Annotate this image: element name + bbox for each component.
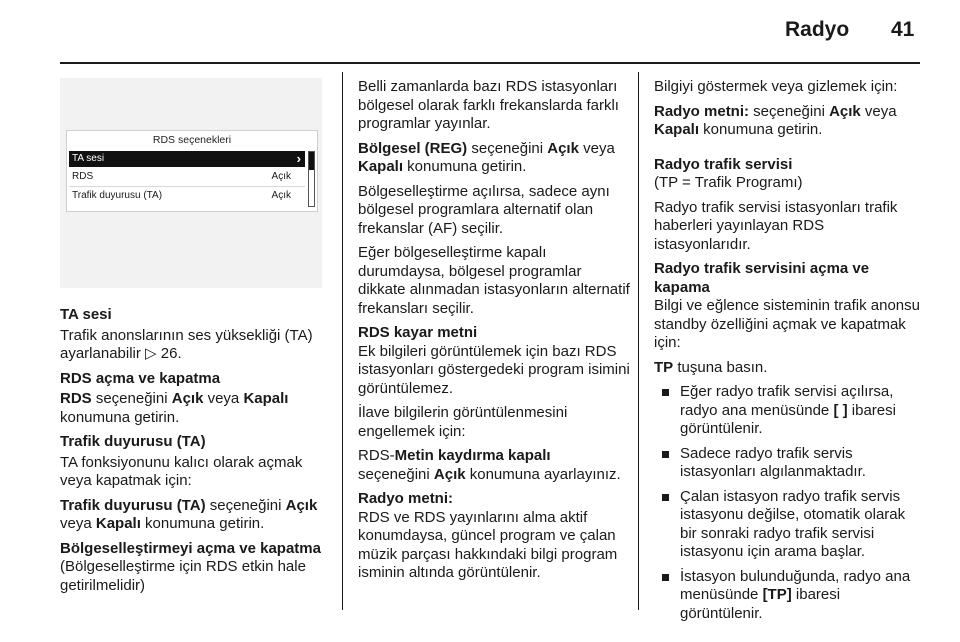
section-heading: Radyo metni:: [358, 490, 454, 507]
paragraph: Bölgesel (REG) seçeneğini Açık veya Kapalı konumuna getirin.: [358, 139, 615, 175]
menu-row-ta-sesi[interactable]: [69, 151, 305, 167]
section-heading: Trafik duyurusu (TA): [60, 433, 206, 450]
bullet-icon: [654, 445, 680, 482]
page-reference: 26.: [160, 345, 182, 362]
list-item: İstasyon bulunduğunda, radyo ana menüsünde [TP] ibaresi görüntülenir.: [654, 568, 922, 624]
rds-options-figure: [60, 78, 322, 288]
header-divider: [60, 62, 920, 64]
bullet-icon: [654, 383, 680, 439]
bullet-icon: [654, 568, 680, 624]
column-divider-2: [638, 72, 639, 610]
menu-row-rds[interactable]: [69, 169, 305, 185]
paragraph: Ek bilgileri görüntülemek için bazı RDS istasyonları göstergedeki program isimini görüntülemez.: [358, 342, 630, 397]
section-heading: Bölgeselleştirmeyi açma ve kapatma: [60, 539, 321, 557]
paragraph: Belli zamanlarda bazı RDS istasyonları bölgesel olarak farklı frekanslarda farklı programlar yayınlar.: [358, 78, 619, 132]
scrollbar-thumb[interactable]: [309, 152, 314, 170]
menu-row-label: TA sesi: [72, 153, 105, 164]
list-item: Çalan istasyon radyo trafik servis istasyonu değilse, otomatik olarak bir sonraki radyo trafik servisi istasyonu için arama başlar.: [654, 488, 922, 562]
list-item: Eğer radyo trafik servisi açılırsa, radyo ana menüsünde [ ] ibaresi görüntülenir.: [654, 383, 922, 439]
section-heading: RDS açma ve kapatma: [60, 369, 221, 387]
chevron-right-icon: ›: [296, 151, 301, 166]
paragraph: RDS-Metin kaydırma kapalı seçeneğini Açık konumuna ayarlayınız.: [358, 447, 621, 483]
paragraph: RDS seçeneğini Açık veya Kapalı konumuna getirin.: [60, 390, 289, 426]
paragraph: Trafik duyurusu (TA) seçeneğini Açık veya Kapalı konumuna getirin.: [60, 496, 318, 532]
list-item: Sadece radyo trafik servis istasyonları algılanmaktadır.: [654, 445, 922, 482]
paragraph: RDS ve RDS yayınlarını alma aktif konumdaysa, güncel program ve çalan müzik parçası hakkındaki bilgi program isminin altında görüntülenir.: [358, 508, 618, 581]
paragraph: Trafik anonslarının ses yüksekliği (TA) ayarlanabilir ▷ 26.: [60, 326, 313, 362]
menu-row-value: Açık: [271, 190, 291, 201]
column-divider-1: [342, 72, 343, 610]
page-number: 41: [891, 18, 915, 41]
paragraph: (TP = Trafik Programı): [654, 174, 803, 191]
section-heading: TA sesi: [60, 306, 112, 323]
paragraph: TA fonksiyonunu kalıcı olarak açmak veya kapatmak için:: [60, 453, 303, 489]
section-heading: Radyo trafik servisini açma ve kapama: [654, 260, 870, 296]
column-2: [358, 78, 630, 589]
page-title: Radyo: [785, 18, 850, 41]
paragraph: Bilgiyi göstermek veya gizlemek için:: [654, 78, 898, 95]
section-heading: Radyo trafik servisi: [654, 155, 793, 173]
screen-scrollbar[interactable]: [308, 151, 315, 207]
paragraph: Radyo trafik servisi istasyonları trafik haberleri yayınlayan RDS istasyonlarıdır.: [654, 198, 898, 253]
paragraph: Bölgeselleştirme açılırsa, sadece aynı bölgesel programlara alternatif olan frekanslar (AF) seçilir.: [358, 182, 610, 237]
paragraph: (Bölgeselleştirme için RDS etkin hale getirilmelidir): [60, 558, 306, 594]
column-1: [60, 306, 332, 601]
paragraph: Eğer bölgeselleştirme kapalı durumdaysa, bölgesel programlar dikkate alınmadan istasyonların alternatif frekansları seçilir.: [358, 244, 630, 317]
paragraph: Bilgi ve eğlence sisteminin trafik anonsu standby özelliğini açmak ve kapatmak için:: [654, 297, 920, 351]
paragraph: TP tuşuna basın.: [654, 358, 768, 376]
section-heading: RDS kayar metni: [358, 324, 478, 341]
paragraph: İlave bilgilerin görüntülenmesini engellemek için:: [358, 404, 568, 440]
menu-row-value: Açık: [271, 171, 291, 182]
bullet-icon: [654, 488, 680, 562]
column-3: [654, 78, 922, 629]
menu-row-label: Trafik duyurusu (TA): [72, 190, 163, 201]
row-separator: [69, 186, 305, 187]
display-screen: [66, 130, 318, 212]
menu-row-ta[interactable]: [69, 188, 305, 204]
paragraph: Radyo metni: seçeneğini Açık veya Kapalı konumuna getirin.: [654, 102, 897, 138]
screen-title: RDS seçenekleri: [152, 134, 232, 146]
page-reference-icon: ▷: [145, 345, 157, 362]
menu-row-label: RDS: [72, 171, 94, 182]
